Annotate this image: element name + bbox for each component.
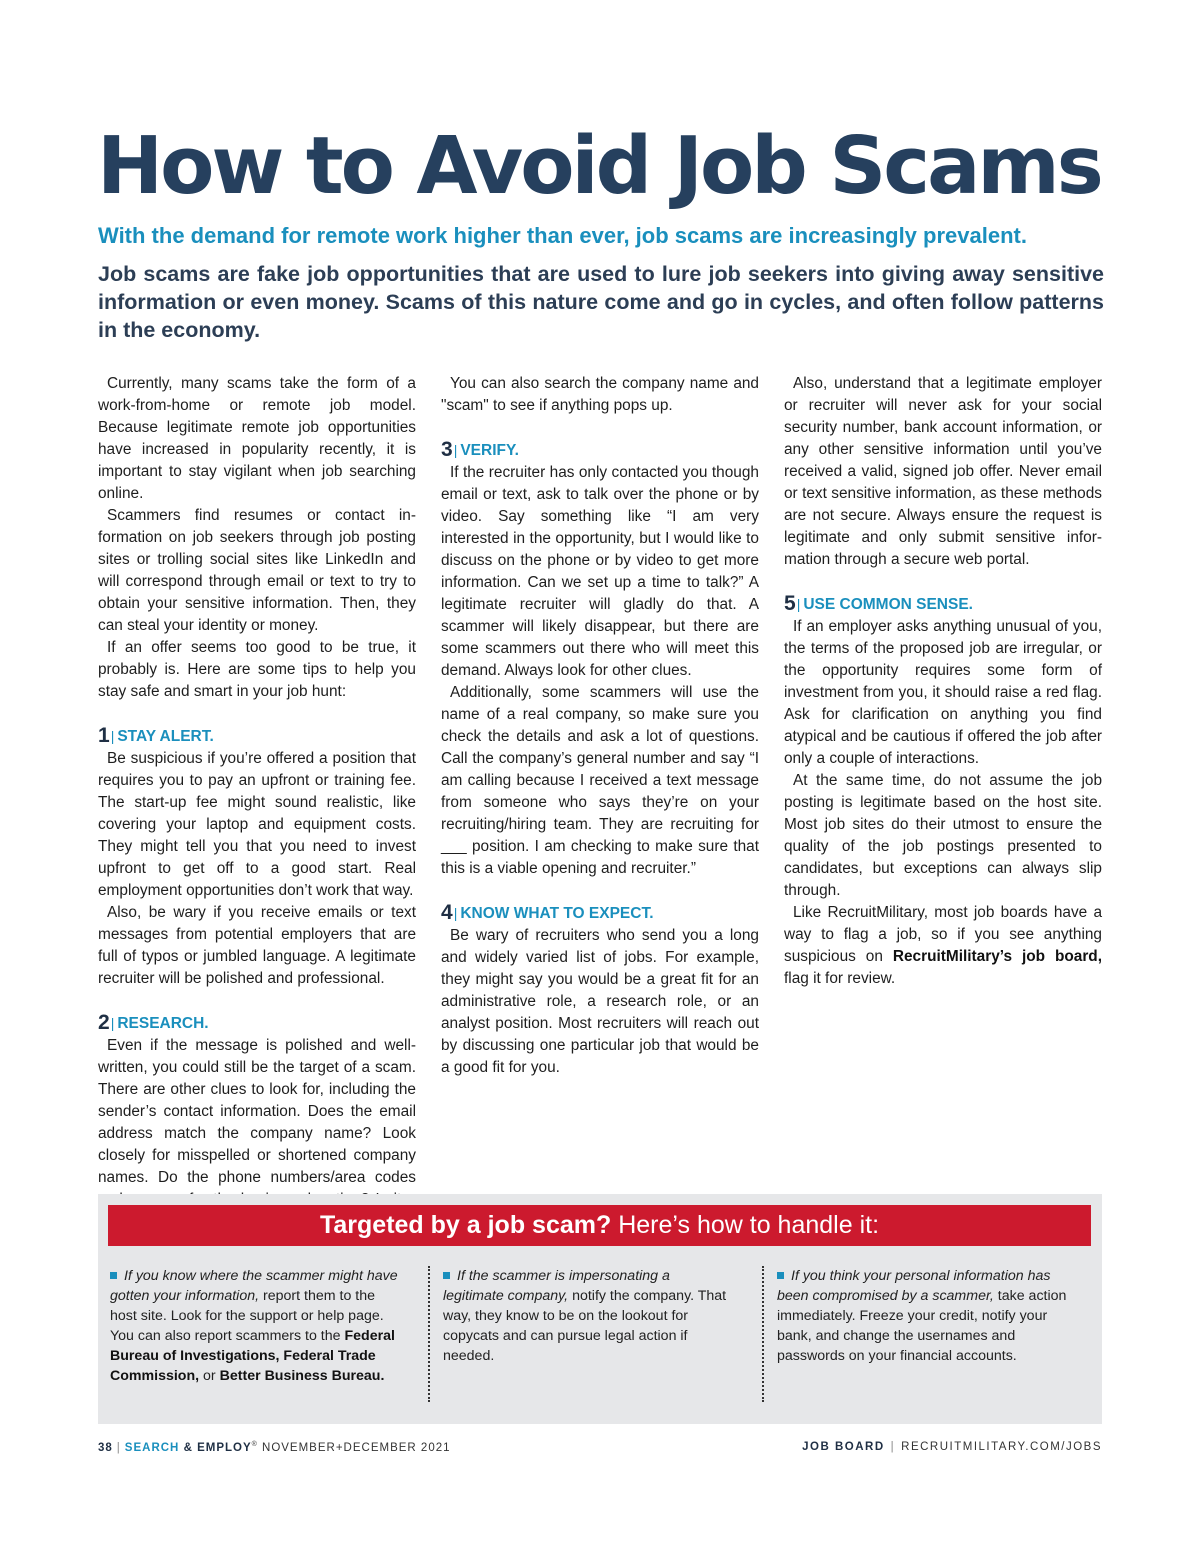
tip-paragraph: Also, be wary if you receive emails or text messages from potential employers that are full of typos or jumbled language. A legitimate recruiter will be polished and professional. [98,904,416,987]
sidebar-banner [108,1205,1091,1246]
tip-number: 5 [784,592,796,615]
tip-heading-2: 2| RESEARCH. [98,1011,209,1034]
tip-paragraph: Also, understand that a legitimate employer or recruiter will never ask for your social security number, bank account information, or any other sensitive information until you’ve received a valid, signed job offer. Never email or text sensitive information, as these methods are not secure. Always ensure the request is legitimate and only submit sensitive information through a secure web portal. [784,375,1102,568]
brand-search: SEARCH [124,1441,180,1454]
footer-url[interactable]: RECRUITMILITARY.COM/JOBS [901,1441,1102,1453]
article-column-3 [784,373,1102,990]
tip-title: STAY ALERT. [117,728,214,745]
help-sidebar [98,1194,1102,1424]
issue-date: NOVEMBER+DECEMBER 2021 [262,1441,451,1454]
tip-text: report them to the host site. Look for the support or help page. You can also report scammers to the [110,1288,384,1344]
tip-title: VERIFY. [460,442,519,459]
tip-number: 3 [441,438,453,461]
tip-heading-1: 1| STAY ALERT. [98,724,214,747]
brand-employ: EMPLOY [197,1441,252,1454]
dotted-divider [428,1266,430,1402]
tip-title: USE COMMON SENSE. [803,596,973,613]
registered-mark: ® [251,1441,258,1448]
sidebar-tip-2 [443,1266,733,1366]
org-name: Federal Bureau of Investigations, Federal Trade Commission, [110,1328,395,1384]
tip-heading-5: 5| USE COMMON SENSE. [784,592,973,615]
lead-paragraph: Job scams are fake job opportunities that are used to lure job seekers into giving away sensitive information or even money. Scams of this nature come and go in cycles, and often follow patterns in the economy. [98,262,1104,342]
tip-text: take action immediately. Freeze your credit, notify your bank, and change the usernames and passwords on your financial accounts. [777,1288,1067,1364]
intro-paragraph: Scammers find resumes or contact information on job seekers through job posting sites or trolling social sites like LinkedIn and will correspond through email or text to try to obtain your sensitive information. Then, they can steal your identity or money. [98,507,416,634]
dotted-divider [762,1266,764,1402]
tip-number: 4 [441,901,453,924]
tip-lead: If the scammer is impersonating a legitimate company, [443,1268,670,1304]
tip-text: notify the company. That way, they know to be on the lookout for copycats and can pursue legal action if needed. [443,1288,727,1364]
tip-text: or [203,1368,216,1384]
page-number: 38 [98,1441,113,1454]
sidebar-tip-3 [777,1266,1067,1366]
tip-number: 2 [98,1011,110,1034]
tip-heading-4: 4| KNOW WHAT TO EXPECT. [441,901,654,924]
org-name: Better Business Bureau. [219,1368,385,1384]
page-title: How to Avoid Job Scams [97,120,1101,212]
tip-heading-3: 3| VERIFY. [441,438,519,461]
job-board-link[interactable]: RecruitMilitary’s job board, [892,948,1102,965]
tip-paragraph: Additionally, some scammers will use the name of a real company, so make sure you check the details and ask a lot of questions. Call the company’s general number and say “I am calling because I received a text message from someone who says they’re on your recruiting/hiring team. They are recruiting for ___ position. I am checking to make sure that this is a viable opening and recruiter.” [441,684,759,877]
sidebar-tip-1 [110,1266,400,1386]
footer-right: JOB BOARD | RECRUITMILITARY.COM/JOBS [802,1441,1102,1453]
banner-text: Here’s how to handle it: [618,1211,880,1239]
intro-paragraph: If an offer seems too good to be true, it probably is. Here are some tips to help you stay safe and smart in your job hunt: [98,639,416,700]
brand-amp: & [183,1441,193,1454]
tip-paragraph: You can also search the company name and "scam" to see if anything pops up. [441,375,759,414]
subtitle: With the demand for remote work higher than ever, job scams are increasingly prevalent. [98,223,1027,248]
tip-paragraph: Be suspicious if you’re offered a position that requires you to pay an upfront or training fee. The start-up fee might sound realistic, like covering your laptop and equipment costs. They might tell you that you need to invest upfront to get off to a good start. Real employment opportunities don’t work that way. [98,750,416,899]
article-column-2 [441,373,759,1079]
tip-paragraph: Be wary of recruiters who send you a long and widely varied list of jobs. For example, they might say you would be a great fit for an administrative role, a research role, or an analyst position. Most recruiters will reach out by discussing one particular job that would be a good fit for you. [441,927,759,1076]
tip-paragraph: At the same time, do not assume the job posting is legitimate based on the host site. Most job sites do their utmost to ensure the quality of the job postings presented to candidates, but exceptions can always slip through. [784,772,1102,899]
tip-title: RESEARCH. [117,1015,209,1032]
article-column-1 [98,373,416,1233]
bullet-square-icon [110,1272,117,1279]
tip-text: Like RecruitMilitary, most job boards have a way to flag a job, so if you see anything suspicious on [784,904,1102,965]
banner-bold: Targeted by a job scam? [319,1211,612,1239]
tip-text: flag it for review. [784,970,896,987]
bullet-square-icon [443,1272,450,1279]
tip-lead: If you know where the scammer might have gotten your information, [110,1268,398,1304]
tip-paragraph: If an employer asks anything unusual of you, the terms of the proposed job are irregular, or the opportunity requires some form of investment from you, it should raise a red flag. Ask for clarification on anything you find atypical and be cautious if offered the job after only a couple of interactions. [784,618,1102,767]
tip-number: 1 [98,724,110,747]
tip-paragraph: Even if the message is polished and well-written, you could still be the target of a scam. There are other clues to look for, including the sender’s contact information. Does the email address match the company name? Look closely for misspelled or shortened company names. Do the phone numbers/area codes [98,1037,416,1186]
tip-title: KNOW WHAT TO EXPECT. [460,905,654,922]
bullet-square-icon [777,1272,784,1279]
tip-paragraph: If the recruiter has only contacted you though email or text, ask to talk over the phone or by video. Say something like “I am very interested in the opportunity, but I would like to discuss on the phone or by video to get more information. Can we set up a time to talk?” A legitimate recruiter will gladly do that. A scammer will likely disappear, but there are some scammers out there who will meet this demand. Always look for other clues. [441,464,759,679]
tip-lead: If you think your personal information has been compromised by a scammer, [777,1268,1051,1304]
tip-paragraph [784,902,1102,990]
intro-paragraph: Currently, many scams take the form of a work-from-home or remote job model. Because legitimate remote job opportunities have increased in popularity recently, it is important to stay vigilant when job searching online. [98,375,416,502]
section-name: JOB BOARD [802,1441,885,1453]
footer-left: 38 | SEARCH & EMPLOY® NOVEMBER+DECEMBER 2021 [98,1441,451,1454]
